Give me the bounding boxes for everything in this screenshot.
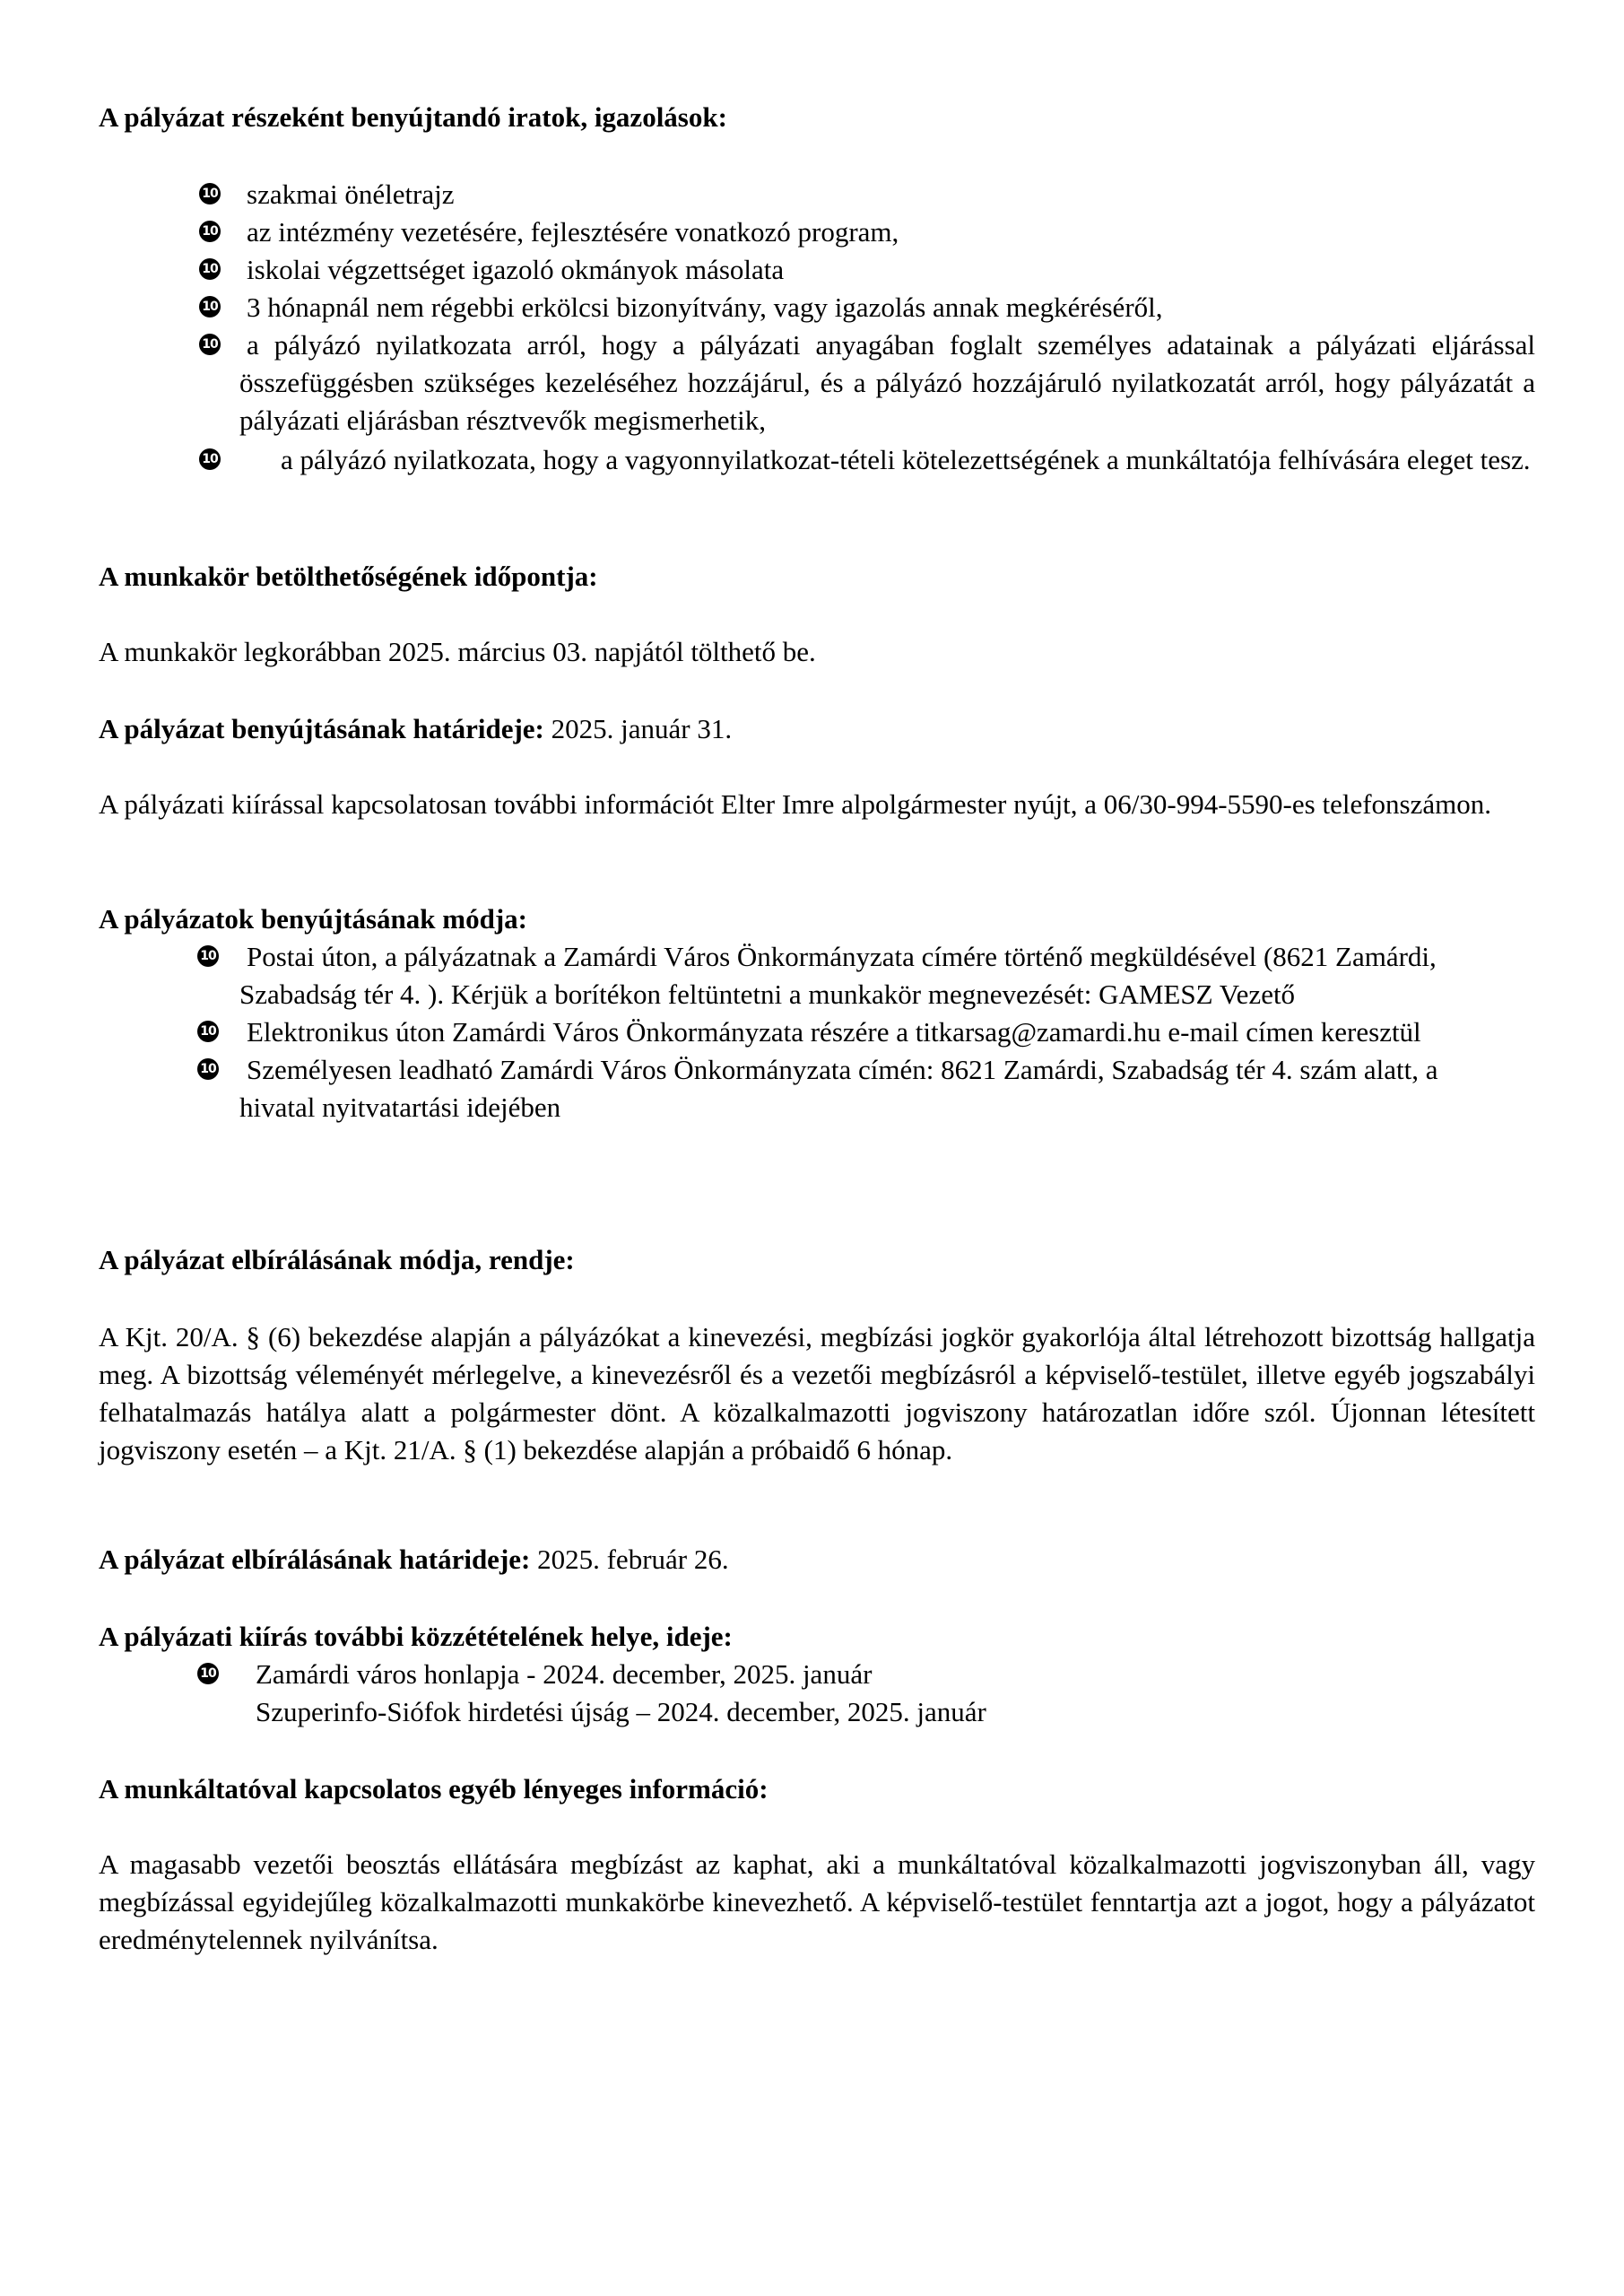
numbered-bullet-icon: 10 [199, 334, 221, 355]
list-item: 10 a pályázó nyilatkozata arról, hogy a pályázati anyagában foglalt személyes adatainak a pályázati eljárással összefüggésben szükséges kezeléséhez hozzájárul, és a pályázó hozzájáruló nyilatkozatát arról, hogy pályázatát a pályázati eljárásban résztvevők megismerhetik, [99, 326, 1535, 439]
evaluation-deadline-value: 2025. február 26. [530, 1544, 729, 1575]
list-item: 10 szakmai önéletrajz [99, 176, 1535, 213]
other-info-text: A magasabb vezetői beosztás ellátására megbízást az kaphat, aki a munkáltatóval közalkalmazotti jogviszonyban áll, vagy megbízással egyidejűleg közalkalmazotti munkakörbe kinevezhető. A képviselő-testület fenntartja azt a jogot, hogy a pályázatot eredménytelennek nyilvánítsa. [99, 1848, 1535, 1955]
numbered-bullet-icon: 10 [199, 183, 221, 204]
numbered-bullet-icon: 10 [197, 1058, 219, 1080]
numbered-bullet-icon: 10 [197, 1663, 219, 1684]
list-item: 10 Zamárdi város honlapja - 2024. december, 2025. január [99, 1656, 1535, 1693]
evaluation-text: A Kjt. 20/A. § (6) bekezdése alapján a pályázókat a kinevezési, megbízási jogkör gyakorlója által létrehozott bizottság hallgatja meg. A bizottság véleményét mérlegelve, a kinevezésről és a vezetői megbízásról a képviselő-testület, illetve egyéb jogszabályi felhatalmazás hatálya alatt a polgármester dönt. A közalkalmazotti jogviszony határozatlan időre szól. Újonnan létesített jogviszony esetén – a Kjt. 21/A. § (1) bekezdése alapján a próbaidő 6 hónap. [99, 1321, 1535, 1465]
evaluation-deadline-label: A pályázat elbírálásának határideje: [99, 1544, 531, 1575]
numbered-bullet-icon: 10 [199, 296, 221, 317]
start-date-text: A munkakör legkorábban 2025. március 03. napjától tölthető be. [99, 636, 816, 667]
numbered-bullet-icon: 10 [197, 945, 219, 967]
publication-heading: A pályázati kiírás további közzétételének helye, ideje: [99, 1621, 733, 1652]
numbered-bullet-icon: 10 [199, 221, 221, 242]
deadline-line [99, 710, 1535, 748]
deadline-label: A pályázat benyújtásának határideje: [99, 713, 544, 744]
list-item: 10 Személyesen leadható Zamárdi Város Önkormányzata címén: 8621 Zamárdi, Szabadság tér 4. szám alatt, a hivatal nyitvatartási idejében [99, 1051, 1535, 1126]
numbered-bullet-icon: 10 [197, 1021, 219, 1042]
deadline-value: 2025. január 31. [543, 713, 733, 744]
evaluation-heading: A pályázat elbírálásának módja, rendje: [99, 1244, 575, 1275]
other-info-heading: A munkáltatóval kapcsolatos egyéb lényeges információ: [99, 1773, 769, 1805]
list-item-continuation: Szuperinfo-Siófok hirdetési újság – 2024. december, 2025. január [256, 1696, 986, 1727]
submission-list [99, 938, 1535, 1126]
list-item: 10 Elektronikus úton Zamárdi Város Önkormányzata részére a titkarsag@zamardi.hu e-mail címen keresztül [99, 1013, 1535, 1051]
list-item: 10 Postai úton, a pályázatnak a Zamárdi Város Önkormányzata címére történő megküldésével (8621 Zamárdi, Szabadság tér 4. ). Kérjük a borítékon feltüntetni a munkakör megnevezését: GAMESZ Vezető [99, 938, 1535, 1013]
list-item: 10 a pályázó nyilatkozata, hogy a vagyonnyilatkozat-tételi kötelezettségének a munkáltatója felhívására eleget tesz. [99, 441, 1535, 479]
list-item: 10 az intézmény vezetésére, fejlesztésére vonatkozó program, [99, 213, 1535, 251]
numbered-bullet-icon: 10 [199, 258, 221, 280]
publication-list [99, 1656, 1535, 1731]
contact-text: A pályázati kiírással kapcsolatosan további információt Elter Imre alpolgármester nyújt, a 06/30-994-5590-es telefonszámon. [99, 788, 1491, 820]
submission-heading: A pályázatok benyújtásának módja: [99, 903, 527, 935]
documents-list [99, 176, 1535, 479]
documents-heading: A pályázat részeként benyújtandó iratok, igazolások: [99, 101, 727, 133]
start-date-heading: A munkakör betölthetőségének időpontja: [99, 561, 598, 592]
evaluation-deadline-line [99, 1541, 1535, 1578]
numbered-bullet-icon: 10 [199, 448, 221, 470]
list-item: 10 iskolai végzettséget igazoló okmányok másolata [99, 251, 1535, 289]
list-item: 10 3 hónapnál nem régebbi erkölcsi bizonyítvány, vagy igazolás annak megkéréséről, [99, 289, 1535, 326]
